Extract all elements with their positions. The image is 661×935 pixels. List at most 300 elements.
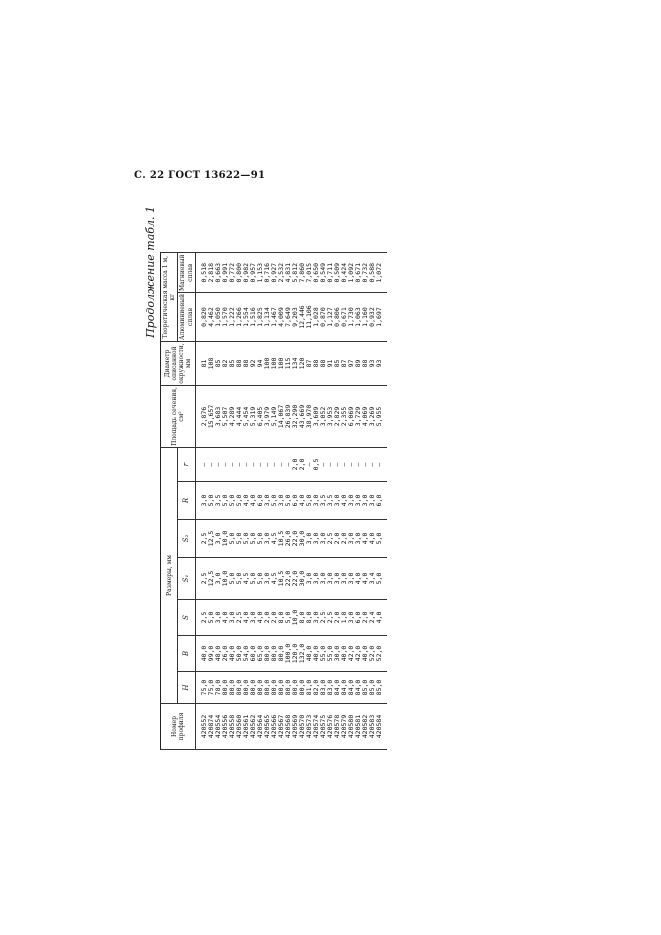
cell-d: 100 [264, 342, 271, 386]
cell-area: 5,507 [222, 386, 229, 448]
cell-S2: 3,0 [264, 520, 271, 558]
cell-area: 2,829 [334, 386, 341, 448]
cell-al: 0,806 [334, 293, 341, 342]
header-dimensions: Размеры, мм [161, 448, 178, 704]
cell-al: 1,134 [264, 293, 271, 342]
cell-S: 8,0 [278, 600, 285, 636]
cell-S1: 5,0 [250, 558, 257, 600]
cell-B: 50,0 [236, 636, 243, 672]
cell-area: 4,069 [362, 386, 369, 448]
cell-d: 88 [362, 342, 369, 386]
cell-R: 6,0 [376, 482, 387, 520]
cell-r: — [195, 448, 208, 482]
cell-no: 420570 [299, 704, 306, 750]
cell-R: 5,0 [236, 482, 243, 520]
cell-no: 420556 [222, 704, 229, 750]
cell-H: 80,0 [250, 672, 257, 704]
cell-d: 85 [229, 342, 236, 386]
cell-S2: 26,0 [285, 520, 292, 558]
cell-R: 3,0 [355, 482, 362, 520]
cell-mg: 0,982 [243, 253, 250, 293]
cell-mg: 1,072 [376, 253, 387, 293]
cell-no: 420581 [355, 704, 362, 750]
cell-S1: 3,4 [369, 558, 376, 600]
cell-S: 4,0 [257, 600, 264, 636]
cell-S: 8,0 [299, 600, 306, 636]
cell-mg: 5,812 [292, 253, 299, 293]
cell-al: 1,050 [215, 293, 222, 342]
cell-S: 3,0 [229, 600, 236, 636]
cell-R: 6,0 [292, 482, 299, 520]
cell-B: 40,0 [313, 636, 320, 672]
cell-al: 0,671 [341, 293, 348, 342]
cell-al: 1,697 [376, 293, 387, 342]
cell-r: — [369, 448, 376, 482]
cell-S: 2,5 [195, 600, 208, 636]
cell-S: 8,0 [306, 600, 313, 636]
cell-r: — [243, 448, 250, 482]
cell-B: 30,0 [334, 636, 341, 672]
cell-no: 420578 [334, 704, 341, 750]
cell-H: 84,0 [334, 672, 341, 704]
cell-area: 3,683 [215, 386, 222, 448]
cell-d: 88 [313, 342, 320, 386]
cell-S1: 4,0 [362, 558, 369, 600]
cell-no: 420552 [195, 704, 208, 750]
cell-R: 3,0 [195, 482, 208, 520]
cell-mg: 0,518 [195, 253, 208, 293]
cell-H: 80,0 [285, 672, 292, 704]
header-S2: S₂ [178, 520, 195, 558]
cell-S: 10,0 [292, 600, 299, 636]
cell-r: — [348, 448, 355, 482]
cell-H: 84,0 [341, 672, 348, 704]
cell-S2: 4,5 [271, 520, 278, 558]
cell-r: — [264, 448, 271, 482]
cell-R: 3,0 [264, 482, 271, 520]
cell-S: 2,5 [327, 600, 334, 636]
cell-area: 6,069 [348, 386, 355, 448]
cell-al: 1,063 [355, 293, 362, 342]
cell-mg: 0,650 [313, 253, 320, 293]
cell-r: 2,0 [292, 448, 299, 482]
cell-r: — [208, 448, 215, 482]
cell-S: 5,0 [285, 600, 292, 636]
cell-S1: 3,0 [306, 558, 313, 600]
cell-d: 100 [271, 342, 278, 386]
header-H: H [178, 672, 195, 704]
cell-no: 420574 [313, 704, 320, 750]
cell-al: 1,222 [229, 293, 236, 342]
cell-B: 40,0 [341, 636, 348, 672]
cell-area: 5,955 [376, 386, 387, 448]
cell-H: 75,0 [208, 672, 215, 704]
cell-r: — [250, 448, 257, 482]
cell-al: 1,516 [250, 293, 257, 342]
cell-mg: 0,711 [327, 253, 334, 293]
cell-H: 80,0 [278, 672, 285, 704]
cell-r: — [285, 448, 292, 482]
cell-mg: 0,716 [264, 253, 271, 293]
cell-r: — [355, 448, 362, 482]
cell-H: 84,0 [355, 672, 362, 704]
cell-mg: 1,153 [257, 253, 264, 293]
cell-mg: 0,957 [250, 253, 257, 293]
cell-r: — [271, 448, 278, 482]
cell-S: 4,0 [243, 600, 250, 636]
cell-no: 420584 [376, 704, 387, 750]
cell-B: 52,0 [376, 636, 387, 672]
cell-no: 420569 [292, 704, 299, 750]
cell-R: 6,0 [257, 482, 264, 520]
cell-H: 78,0 [215, 672, 222, 704]
cell-S1: 3,0 [348, 558, 355, 600]
cell-R: 3,0 [362, 482, 369, 520]
cell-d: 134 [292, 342, 299, 386]
cell-S1: 4,5 [271, 558, 278, 600]
cell-R: 5,0 [208, 482, 215, 520]
cell-mg: 0,927 [271, 253, 278, 293]
cell-S1: 4,5 [243, 558, 250, 600]
cell-S1: 3,0 [313, 558, 320, 600]
cell-B: 48,0 [215, 636, 222, 672]
cell-d: 88 [236, 342, 243, 386]
cell-area: 5,319 [250, 386, 257, 448]
cell-B: 40,0 [229, 636, 236, 672]
cell-area: 3,609 [313, 386, 320, 448]
cell-S1: 5,0 [257, 558, 264, 600]
cell-area: 15,657 [208, 386, 215, 448]
cell-B: 40,0 [195, 636, 208, 672]
cell-R: 3,5 [215, 482, 222, 520]
cell-d: 82 [222, 342, 229, 386]
cell-S2: 5,0 [243, 520, 250, 558]
cell-S: 2,5 [236, 600, 243, 636]
cell-no: 420579 [341, 704, 348, 750]
cell-S1: 5,0 [229, 558, 236, 600]
cell-area: 43,669 [299, 386, 306, 448]
cell-B: 99,0 [208, 636, 215, 672]
cell-R: 3,0 [334, 482, 341, 520]
cell-d: 97 [348, 342, 355, 386]
cell-B: 100,0 [285, 636, 292, 672]
cell-B: 40,0 [306, 636, 313, 672]
cell-B: 120,0 [292, 636, 299, 672]
cell-al: 4,462 [208, 293, 215, 342]
cell-r: 2,0 [299, 448, 306, 482]
cell-H: 85,0 [376, 672, 387, 704]
cell-S2: 5,0 [236, 520, 243, 558]
cell-R: 4,0 [299, 482, 306, 520]
cell-area: 3,729 [355, 386, 362, 448]
cell-d: 81 [195, 342, 208, 386]
cell-S1: 12,5 [208, 558, 215, 600]
cell-B: 52,0 [369, 636, 376, 672]
cell-area: 3,269 [369, 386, 376, 448]
cell-H: 84,0 [348, 672, 355, 704]
cell-S1: 4,0 [355, 558, 362, 600]
cell-area: 5,454 [243, 386, 250, 448]
cell-no: 420566 [271, 704, 278, 750]
header-S: S [178, 600, 195, 636]
cell-B: 80,0 [271, 636, 278, 672]
cell-H: 80,0 [257, 672, 264, 704]
cell-d: 91 [327, 342, 334, 386]
cell-S1: 5,0 [236, 558, 243, 600]
cell-S1: 3,0 [215, 558, 222, 600]
cell-mg: 0,588 [369, 253, 376, 293]
cell-S: 2,0 [264, 600, 271, 636]
cell-H: 83,0 [320, 672, 327, 704]
header-mass: Теоретическая масса 1 м, кг [161, 253, 178, 342]
cell-d: 94 [257, 342, 264, 386]
cell-mg: 0,732 [362, 253, 369, 293]
cell-S2: 2,0 [334, 520, 341, 558]
cell-d: 93 [369, 342, 376, 386]
cell-al: 9,203 [292, 293, 299, 342]
cell-al: 11,106 [306, 293, 313, 342]
cell-r: — [229, 448, 236, 482]
cell-no: 420560 [236, 704, 243, 750]
cell-al: 1,554 [243, 293, 250, 342]
cell-no: 420573 [306, 704, 313, 750]
cell-al: 0,820 [195, 293, 208, 342]
cell-S2: 30,0 [299, 520, 306, 558]
cell-no: 420561 [243, 704, 250, 750]
cell-B: 26,0 [222, 636, 229, 672]
cell-S: 2,0 [362, 600, 369, 636]
cell-H: 80,0 [222, 672, 229, 704]
cell-H: 75,0 [195, 672, 208, 704]
cell-S1: 3,0 [264, 558, 271, 600]
cell-S1: 3,0 [334, 558, 341, 600]
cell-al: 0,932 [369, 293, 376, 342]
table-body [195, 253, 387, 750]
cell-mg: 2,818 [208, 253, 215, 293]
cell-mg: 0,772 [229, 253, 236, 293]
cell-mg: 4,831 [285, 253, 292, 293]
cell-H: 80,0 [292, 672, 299, 704]
cell-r: — [376, 448, 387, 482]
cell-S2: 3,0 [215, 520, 222, 558]
cell-S: 2,4 [369, 600, 376, 636]
cell-d: 89 [355, 342, 362, 386]
cell-no: 420567 [278, 704, 285, 750]
cell-al: 1,028 [313, 293, 320, 342]
header-mass-mg: Магниевый сплав [179, 254, 194, 292]
cell-B: 65,0 [257, 636, 264, 672]
cell-R: 3,0 [278, 482, 285, 520]
cell-S: 2,5 [320, 600, 327, 636]
cell-R: 5,0 [222, 482, 229, 520]
cell-S2: 3,0 [355, 520, 362, 558]
cell-area: 4,444 [236, 386, 243, 448]
cell-no: 420565 [264, 704, 271, 750]
cell-mg: 0,549 [320, 253, 327, 293]
cell-S: 1,8 [341, 600, 348, 636]
cell-al: 0,870 [320, 293, 327, 342]
cell-S2: 3,0 [348, 520, 355, 558]
cell-al: 1,825 [257, 293, 264, 342]
cell-al: 1,730 [348, 293, 355, 342]
cell-R: 3,0 [313, 482, 320, 520]
cell-S2: 10,5 [278, 520, 285, 558]
cell-mg: 1,092 [348, 253, 355, 293]
cell-S2: 4,0 [362, 520, 369, 558]
cell-r: — [257, 448, 264, 482]
cell-S2: 5,0 [376, 520, 387, 558]
cell-R: 5,0 [229, 482, 236, 520]
cell-r: — [320, 448, 327, 482]
header-profile-no: Номер профиля [161, 704, 196, 750]
cell-r: 0,5 [313, 448, 320, 482]
cell-no: 420558 [229, 704, 236, 750]
cell-B: 80,0 [278, 636, 285, 672]
cell-R: 5,0 [306, 482, 313, 520]
cell-S2: 2,5 [327, 520, 334, 558]
cell-area: 38,970 [306, 386, 313, 448]
cell-al: 12,446 [299, 293, 306, 342]
cell-no: 420575 [320, 704, 327, 750]
cell-d: 100 [278, 342, 285, 386]
cell-d: 85 [215, 342, 222, 386]
cell-R: 4,0 [243, 482, 250, 520]
cell-d: 85 [334, 342, 341, 386]
cell-no: 420580 [348, 704, 355, 750]
cell-mg: 7,860 [299, 253, 306, 293]
header-diameter: Диаметр описанной окружности, мм [161, 342, 196, 386]
cell-mg: 0,991 [222, 253, 229, 293]
page-header: С. 22 ГОСТ 13622—91 [134, 170, 266, 181]
cell-mg: 0,800 [236, 253, 243, 293]
cell-S1: 3,0 [320, 558, 327, 600]
cell-S: 4,0 [376, 600, 387, 636]
cell-r: — [306, 448, 313, 482]
cell-no: 420874 [208, 704, 215, 750]
cell-R: 3,0 [369, 482, 376, 520]
cell-H: 85,0 [362, 672, 369, 704]
header-mass-al: Алюминиевый сплав [179, 294, 194, 340]
cell-d: 93 [376, 342, 387, 386]
cell-S2: 5,0 [229, 520, 236, 558]
cell-area: 6,405 [257, 386, 264, 448]
cell-B: 40,0 [362, 636, 369, 672]
cell-S: 6,0 [355, 600, 362, 636]
cell-S: 2,0 [271, 600, 278, 636]
cell-H: 80,0 [264, 672, 271, 704]
cell-S1: 22,0 [292, 558, 299, 600]
cell-area: 5,149 [271, 386, 278, 448]
cell-B: 80,0 [264, 636, 271, 672]
cell-area: 32,290 [292, 386, 299, 448]
cell-S2: 4,0 [369, 520, 376, 558]
cell-S2: 12,5 [208, 520, 215, 558]
cell-B: 55,0 [320, 636, 327, 672]
cell-B: 60,0 [250, 636, 257, 672]
cell-R: 4,0 [250, 482, 257, 520]
cell-S1: 10,5 [278, 558, 285, 600]
cell-d: 92 [250, 342, 257, 386]
cell-r: — [222, 448, 229, 482]
cell-H: 80,0 [236, 672, 243, 704]
cell-r: — [278, 448, 285, 482]
table-continuation-caption: Продолжение табл. 1 [144, 206, 157, 338]
cell-S1: 22,0 [285, 558, 292, 600]
cell-S1: 2,5 [195, 558, 208, 600]
cell-H: 80,0 [299, 672, 306, 704]
cell-al: 7,649 [285, 293, 292, 342]
cell-area: 4,289 [229, 386, 236, 448]
profile-table [160, 252, 387, 750]
cell-B: 132,0 [299, 636, 306, 672]
cell-no: 420568 [285, 704, 292, 750]
cell-S1: 3,0 [341, 558, 348, 600]
cell-r: — [341, 448, 348, 482]
cell-no: 420564 [257, 704, 264, 750]
cell-d: 88 [320, 342, 327, 386]
cell-H: 80,0 [229, 672, 236, 704]
cell-S2: 3,0 [320, 520, 327, 558]
header-area: Площадь сечения, см² [161, 386, 196, 448]
cell-al: 4,009 [278, 293, 285, 342]
cell-S: 3,0 [313, 600, 320, 636]
header-r: r [178, 448, 195, 482]
cell-no: 420583 [369, 704, 376, 750]
cell-d: 108 [208, 342, 215, 386]
cell-H: 80,0 [271, 672, 278, 704]
cell-r: — [334, 448, 341, 482]
cell-S2: 2,5 [195, 520, 208, 558]
cell-r: — [327, 448, 334, 482]
rotated-table-block [144, 200, 510, 750]
cell-d: 87 [341, 342, 348, 386]
cell-mg: 7,015 [306, 253, 313, 293]
cell-S: 5,0 [208, 600, 215, 636]
cell-S1: 30,0 [299, 558, 306, 600]
cell-R: 3,0 [348, 482, 355, 520]
cell-al: 1,127 [327, 293, 334, 342]
cell-R: 4,0 [341, 482, 348, 520]
cell-H: 83,0 [327, 672, 334, 704]
cell-area: 3,052 [320, 386, 327, 448]
cell-B: 54,0 [243, 636, 250, 672]
cell-B: 42,0 [348, 636, 355, 672]
cell-area: 26,839 [285, 386, 292, 448]
cell-mg: 0,509 [334, 253, 341, 293]
cell-r: — [362, 448, 369, 482]
cell-mg: 0,663 [215, 253, 222, 293]
cell-S2: 3,0 [313, 520, 320, 558]
cell-B: 42,0 [355, 636, 362, 672]
cell-d: 87 [306, 342, 313, 386]
cell-S2: 5,0 [257, 520, 264, 558]
cell-no: 420582 [362, 704, 369, 750]
header-S1: S₁ [178, 558, 195, 600]
cell-area: 2,876 [195, 386, 208, 448]
cell-mg: 2,532 [278, 253, 285, 293]
cell-S1: 3,0 [327, 558, 334, 600]
cell-no: 420554 [215, 704, 222, 750]
cell-r: — [236, 448, 243, 482]
cell-d: 88 [243, 342, 250, 386]
cell-H: 82,0 [313, 672, 320, 704]
cell-S2: 2,0 [341, 520, 348, 558]
cell-area: 14,067 [278, 386, 285, 448]
cell-al: 1,266 [236, 293, 243, 342]
cell-area: 2,355 [341, 386, 348, 448]
cell-S: 2,0 [334, 600, 341, 636]
cell-mg: 0,424 [341, 253, 348, 293]
